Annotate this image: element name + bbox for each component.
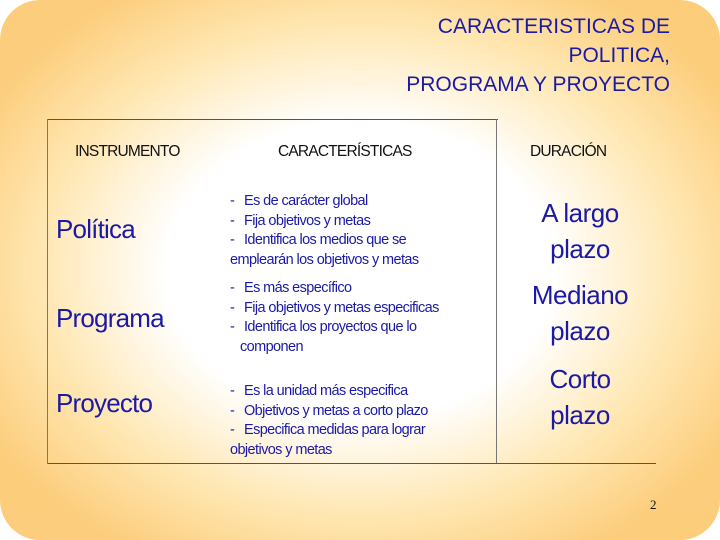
table-left-rule — [47, 119, 48, 464]
title-line-3: PROGRAMA Y PROYECTO — [406, 73, 670, 96]
table-top-rule — [48, 119, 498, 120]
duration-programa — [505, 277, 655, 349]
duration-line: plazo — [550, 400, 610, 430]
duration-line: plazo — [550, 316, 610, 346]
title-line-1: CARACTERISTICAS DE — [437, 15, 670, 38]
instrument-politica: Política — [56, 214, 135, 244]
list-item: - Identifica los proyectos que lo — [230, 319, 417, 335]
list-item: - Es de carácter global — [230, 193, 368, 209]
list-item: - Identifica los medios que se — [230, 232, 407, 248]
list-item: - Es más específico — [230, 280, 352, 296]
table-divider-rule — [496, 119, 497, 464]
duration-line: A largo — [541, 198, 619, 228]
duration-proyecto — [505, 361, 655, 433]
title-line-2: POLITICA, — [568, 44, 670, 67]
header-caracteristicas: CARACTERÍSTICAS — [278, 143, 412, 160]
list-item: emplearán los objetivos y metas — [230, 251, 419, 268]
instrument-programa: Programa — [56, 303, 164, 333]
duration-politica — [505, 195, 655, 267]
slide-title — [170, 12, 670, 99]
header-instrumento: INSTRUMENTO — [75, 143, 180, 160]
list-item: componen — [240, 338, 303, 355]
duration-line: plazo — [550, 234, 610, 264]
features-politica — [230, 192, 494, 270]
page-number: 2 — [650, 497, 657, 512]
duration-line: Corto — [549, 364, 611, 394]
features-proyecto — [230, 382, 494, 460]
instrument-proyecto: Proyecto — [56, 388, 153, 418]
list-item: objetivos y metas — [230, 441, 332, 458]
list-item: - Fija objetivos y metas especificas — [230, 299, 439, 316]
list-item: - Es la unidad más especifica — [230, 383, 408, 399]
header-duracion: DURACIÓN — [530, 143, 607, 160]
duration-line: Mediano — [531, 280, 629, 310]
list-item: - Especifica medidas para lograr — [230, 422, 426, 438]
features-programa — [230, 279, 494, 357]
table-bottom-rule — [48, 463, 656, 464]
list-item: - Fija objetivos y metas — [230, 212, 371, 229]
list-item: - Objetivos y metas a corto plazo — [230, 402, 428, 419]
